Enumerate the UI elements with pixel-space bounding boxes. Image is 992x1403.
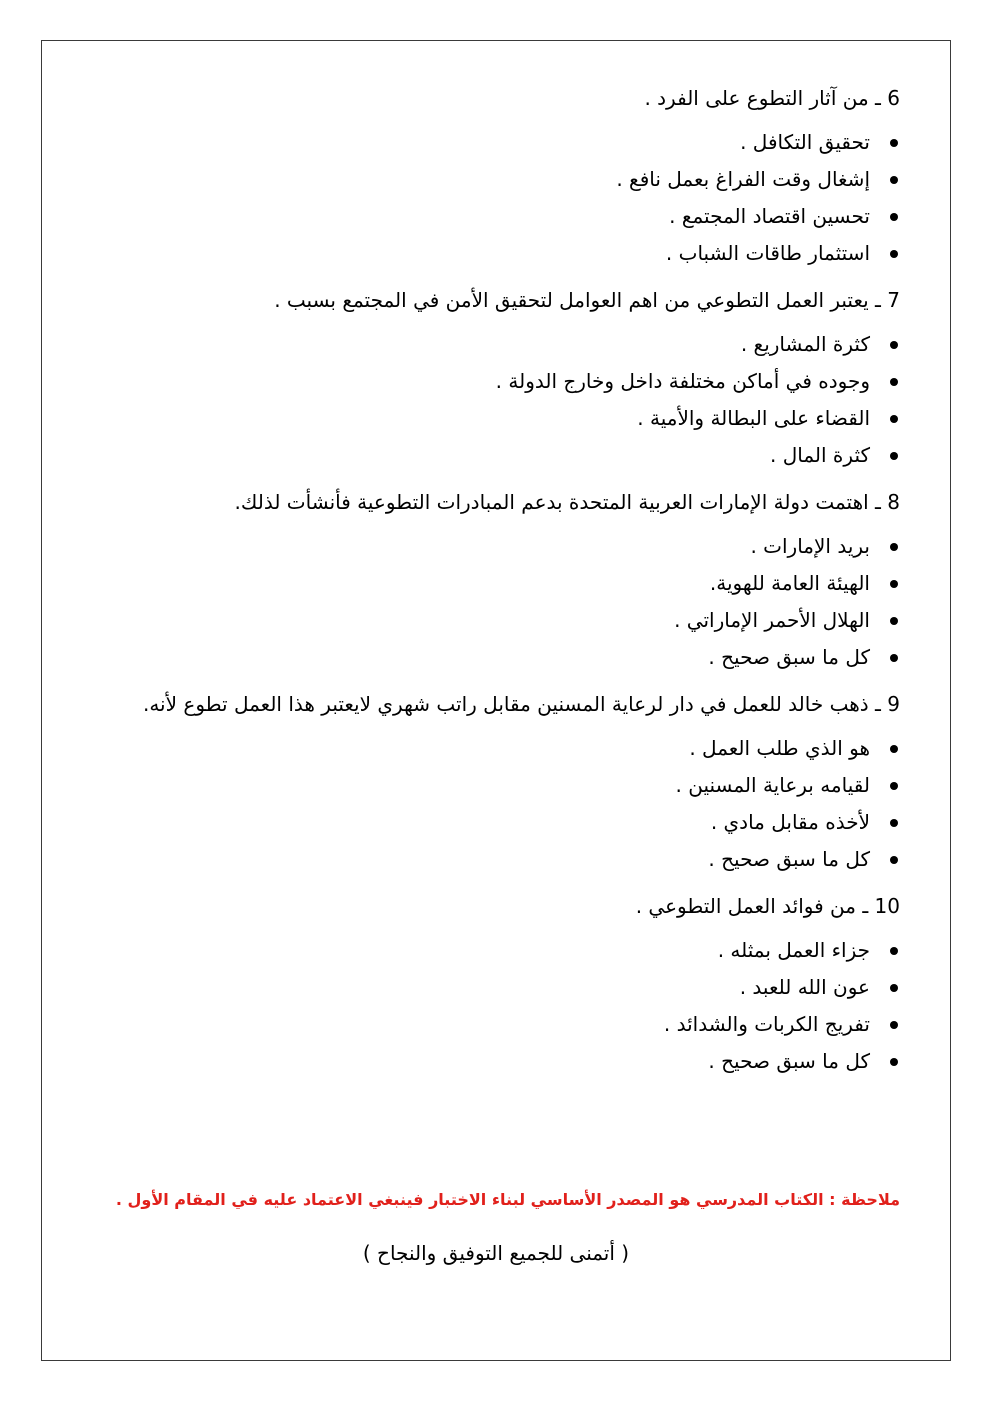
option-item xyxy=(100,804,900,841)
bullet-icon xyxy=(890,250,898,258)
question-8 xyxy=(100,488,900,676)
option-text: استثمار طاقات الشباب . xyxy=(665,241,870,265)
bullet-icon xyxy=(890,580,898,588)
option-item xyxy=(100,363,900,400)
question-7 xyxy=(100,286,900,474)
option-item xyxy=(100,437,900,474)
option-text: تحقيق التكافل . xyxy=(740,130,870,154)
option-text: الهلال الأحمر الإماراتي . xyxy=(674,608,870,632)
options-list xyxy=(100,528,900,676)
question-6 xyxy=(100,84,900,272)
closing-wish: ( أتمنى للجميع التوفيق والنجاح ) xyxy=(362,1241,630,1265)
bullet-icon xyxy=(890,745,898,753)
options-list xyxy=(100,124,900,272)
option-item xyxy=(100,639,900,676)
option-item xyxy=(100,841,900,878)
option-text: كثرة المال . xyxy=(770,443,870,467)
option-text: الهيئة العامة للهوية. xyxy=(709,571,870,595)
bullet-icon xyxy=(890,213,898,221)
option-item xyxy=(100,326,900,363)
bullet-icon xyxy=(890,654,898,662)
bullet-icon xyxy=(890,819,898,827)
question-text: 9 ـ ذهب خالد للعمل في دار لرعاية المسنين مقابل راتب شهري لايعتبر هذا العمل تطوع لأنه. xyxy=(142,692,900,716)
bullet-icon xyxy=(890,452,898,460)
option-item xyxy=(100,198,900,235)
questions-list xyxy=(100,84,900,1094)
option-item xyxy=(100,1006,900,1043)
question-text: 7 ـ يعتبر العمل التطوعي من اهم العوامل لتحقيق الأمن في المجتمع بسبب . xyxy=(274,288,900,312)
option-text: لقيامه برعاية المسنين . xyxy=(675,773,870,797)
bullet-icon xyxy=(890,543,898,551)
question-text: 6 ـ من آثار التطوع على الفرد . xyxy=(644,86,900,110)
option-text: تفريج الكربات والشدائد . xyxy=(663,1012,870,1036)
bullet-icon xyxy=(890,415,898,423)
bullet-icon xyxy=(890,139,898,147)
question-9 xyxy=(100,690,900,878)
option-item xyxy=(100,969,900,1006)
bullet-icon xyxy=(890,856,898,864)
option-item xyxy=(100,730,900,767)
bullet-icon xyxy=(890,341,898,349)
option-text: جزاء العمل بمثله . xyxy=(717,938,870,962)
option-text: بريد الإمارات . xyxy=(750,534,870,558)
bullet-icon xyxy=(890,782,898,790)
option-text: تحسين اقتصاد المجتمع . xyxy=(669,204,870,228)
option-text: وجوده في أماكن مختلفة داخل وخارج الدولة . xyxy=(495,369,870,393)
question-10 xyxy=(100,892,900,1080)
option-item xyxy=(100,124,900,161)
teacher-note: ملاحظة : الكتاب المدرسي هو المصدر الأساسي لبناء الاختبار فينبغي الاعتماد عليه في المقام الأول . xyxy=(115,1190,900,1209)
option-item xyxy=(100,767,900,804)
option-item xyxy=(100,602,900,639)
bullet-icon xyxy=(890,984,898,992)
option-text: إشغال وقت الفراغ بعمل نافع . xyxy=(616,167,870,191)
option-item xyxy=(100,400,900,437)
option-item xyxy=(100,565,900,602)
question-text: 8 ـ اهتمت دولة الإمارات العربية المتحدة بدعم المبادرات التطوعية فأنشأت لذلك. xyxy=(234,490,900,514)
options-list xyxy=(100,730,900,878)
option-text: هو الذي طلب العمل . xyxy=(689,736,870,760)
option-item xyxy=(100,161,900,198)
question-text: 10 ـ من فوائد العمل التطوعي . xyxy=(635,894,900,918)
bullet-icon xyxy=(890,176,898,184)
option-item xyxy=(100,235,900,272)
option-text: القضاء على البطالة والأمية . xyxy=(637,406,870,430)
bullet-icon xyxy=(890,617,898,625)
bullet-icon xyxy=(890,378,898,386)
option-item xyxy=(100,1043,900,1080)
options-list xyxy=(100,326,900,474)
option-item xyxy=(100,932,900,969)
bullet-icon xyxy=(890,947,898,955)
options-list xyxy=(100,932,900,1080)
option-text: عون الله للعبد . xyxy=(739,975,870,999)
option-text: كل ما سبق صحيح . xyxy=(708,645,870,669)
bullet-icon xyxy=(890,1058,898,1066)
option-text: كثرة المشاريع . xyxy=(740,332,870,356)
option-text: كل ما سبق صحيح . xyxy=(708,1049,870,1073)
option-text: لأخذه مقابل مادي . xyxy=(710,810,870,834)
option-item xyxy=(100,528,900,565)
option-text: كل ما سبق صحيح . xyxy=(708,847,870,871)
bullet-icon xyxy=(890,1021,898,1029)
